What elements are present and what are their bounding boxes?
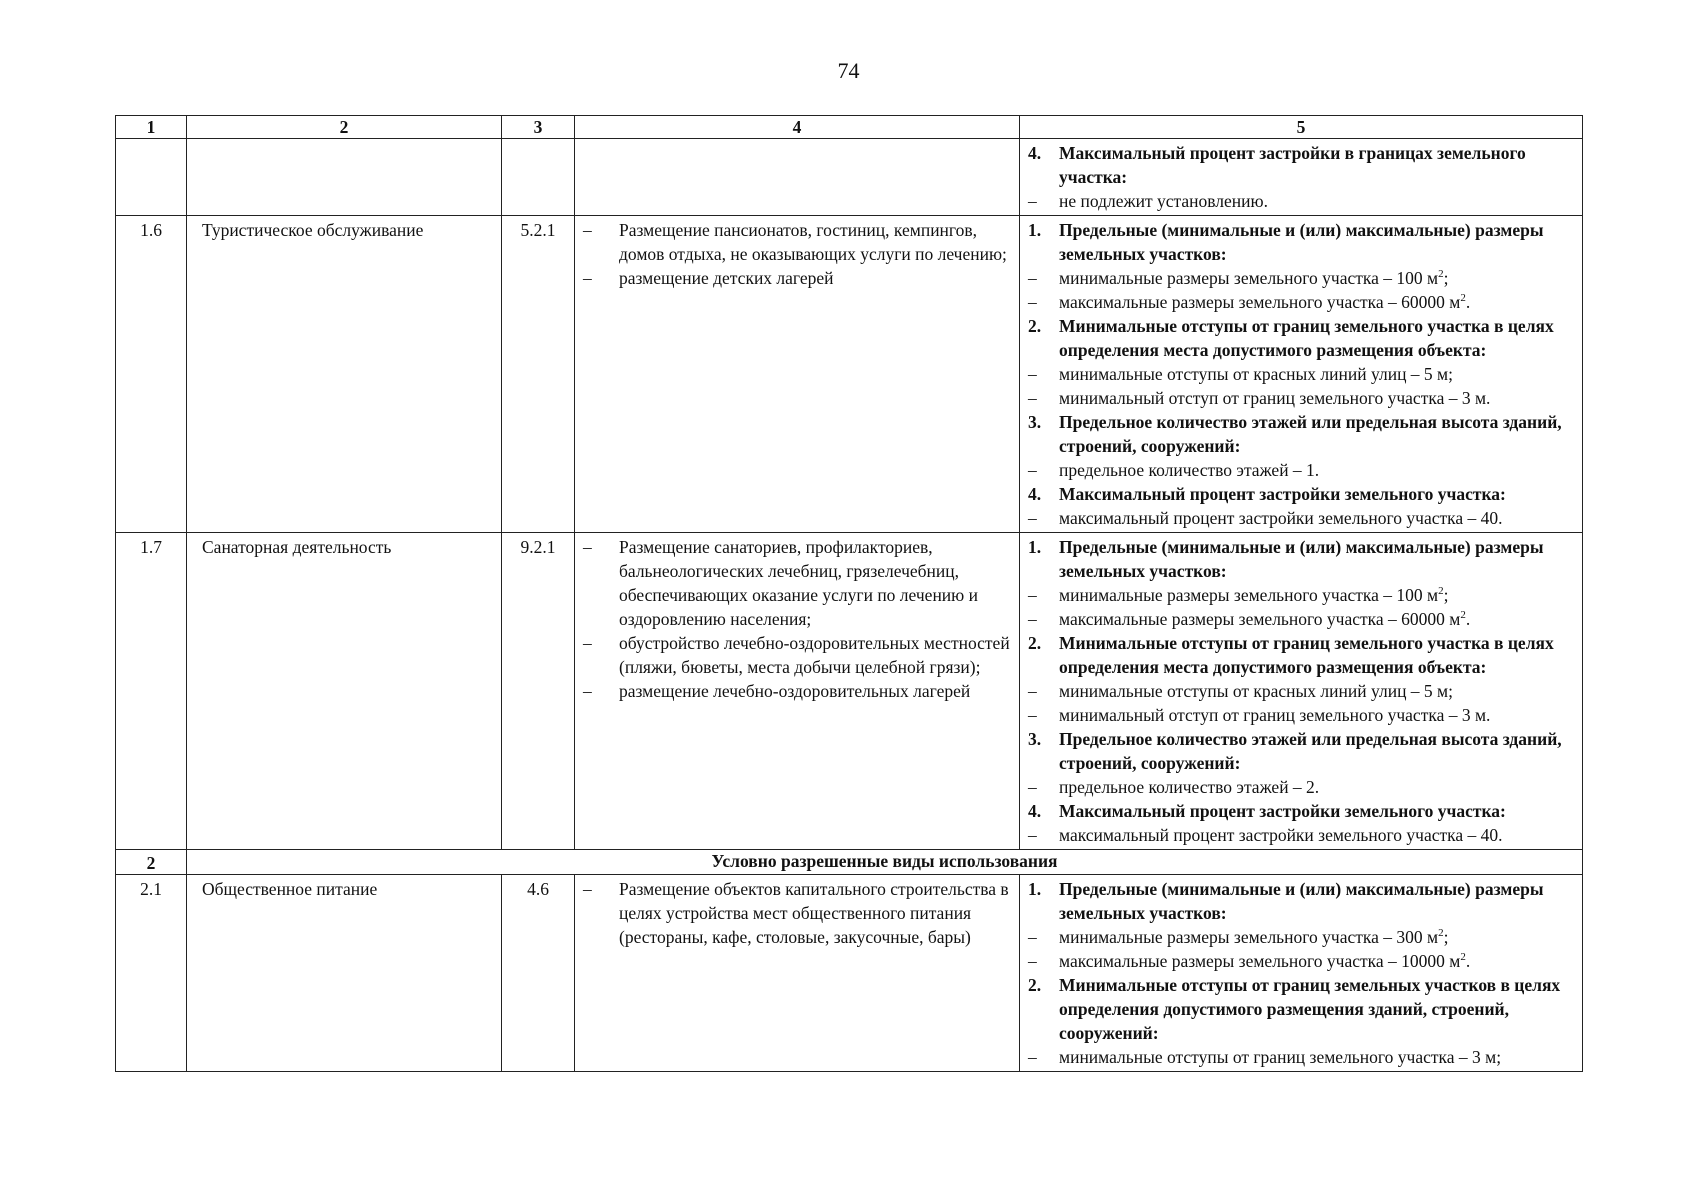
page-number: 74 xyxy=(837,58,860,83)
parameter-line xyxy=(1028,703,1576,727)
use-code xyxy=(502,139,575,216)
parameter-line xyxy=(1028,799,1576,823)
parameter-line xyxy=(1028,458,1576,482)
use-code: 9.2.1 xyxy=(502,533,575,850)
line-text: минимальные размеры земельного участка – 100 $м^2$; xyxy=(1059,268,1449,288)
header-cell: 1 xyxy=(116,116,187,139)
table-header-row xyxy=(116,116,1583,139)
line-text: Размещение объектов капитального строительства в целях устройства мест общественного питания (рестораны, кафе, столовые, закусочные, бары) xyxy=(619,879,1009,947)
parameter-line xyxy=(1028,949,1576,973)
line-text: размещение лечебно-оздоровительных лагерей xyxy=(619,681,971,701)
line-text: Предельные (минимальные и (или) максимальные) размеры земельных участков: xyxy=(1059,220,1544,264)
line-text: предельное количество этажей – 1. xyxy=(1059,460,1320,480)
line-text: не подлежит установлению. xyxy=(1059,191,1268,211)
line-text: Размещение санаториев, профилакториев, бальнеологических лечебниц, грязелечебниц, обеспечивающих оказание услуги по лечению и оздоровлению населения; xyxy=(619,537,978,629)
dash-bullet: – xyxy=(1028,364,1037,384)
dash-bullet: – xyxy=(583,681,592,701)
line-text: минимальный отступ от границ земельного участка – 3 м. xyxy=(1059,388,1491,408)
line-text: Предельные (минимальные и (или) максимальные) размеры земельных участков: xyxy=(1059,879,1544,923)
item-number: 2. xyxy=(1028,316,1042,336)
table-row xyxy=(116,875,1583,1072)
parameter-line xyxy=(1028,679,1576,703)
parameter-line xyxy=(1028,877,1576,925)
table-row xyxy=(116,139,1583,216)
parameter-line xyxy=(1028,607,1576,631)
parameter-line xyxy=(1028,141,1576,189)
row-number: 2.1 xyxy=(116,875,187,1072)
parameter-line xyxy=(1028,535,1576,583)
parameter-line xyxy=(1028,218,1576,266)
dash-bullet: – xyxy=(1028,825,1037,845)
dash-bullet: – xyxy=(1028,460,1037,480)
line-text: минимальные размеры земельного участка – 100 $м^2$; xyxy=(1059,585,1449,605)
dash-bullet: – xyxy=(1028,609,1037,629)
dash-bullet: – xyxy=(1028,585,1037,605)
use-parameters xyxy=(1020,875,1583,1072)
dash-bullet: – xyxy=(1028,268,1037,288)
header-cell: 5 xyxy=(1020,116,1583,139)
line-text: максимальные размеры земельного участка – 60000 $м^2$. xyxy=(1059,609,1471,629)
parameter-line xyxy=(1028,1045,1576,1069)
header-cell: 3 xyxy=(502,116,575,139)
line-text: минимальные размеры земельного участка – 300 $м^2$; xyxy=(1059,927,1449,947)
section-title: Условно разрешенные виды использования xyxy=(187,850,1583,875)
parameter-line xyxy=(1028,362,1576,386)
dash-bullet: – xyxy=(583,537,592,557)
parameter-line xyxy=(1028,290,1576,314)
superscript: 2 xyxy=(1438,585,1444,598)
use-description xyxy=(575,139,1020,216)
line-text: максимальный процент застройки земельного участка – 40. xyxy=(1059,825,1503,845)
row-number: 1.6 xyxy=(116,216,187,533)
description-line xyxy=(583,631,1011,679)
dash-bullet: – xyxy=(1028,777,1037,797)
line-text: максимальный процент застройки земельного участка – 40. xyxy=(1059,508,1503,528)
parameter-line xyxy=(1028,775,1576,799)
line-text: максимальные размеры земельного участка – 10000 $м^2$. xyxy=(1059,951,1471,971)
use-parameters xyxy=(1020,216,1583,533)
parameter-line xyxy=(1028,823,1576,847)
use-name: Общественное питание xyxy=(187,875,502,1072)
dash-bullet: – xyxy=(1028,191,1037,211)
line-text: Предельные (минимальные и (или) максимальные) размеры земельных участков: xyxy=(1059,537,1544,581)
row-number xyxy=(116,139,187,216)
use-description xyxy=(575,875,1020,1072)
dash-bullet: – xyxy=(583,220,592,240)
section-number: 2 xyxy=(116,850,187,875)
description-line xyxy=(583,218,1011,266)
zoning-table xyxy=(115,115,1583,1072)
parameter-line xyxy=(1028,386,1576,410)
dash-bullet: – xyxy=(1028,705,1037,725)
item-number: 1. xyxy=(1028,537,1042,557)
use-code: 4.6 xyxy=(502,875,575,1072)
line-text: минимальный отступ от границ земельного участка – 3 м. xyxy=(1059,705,1491,725)
parameter-line xyxy=(1028,925,1576,949)
line-text: Максимальный процент застройки в границах земельного участка: xyxy=(1059,143,1526,187)
line-text: минимальные отступы от границ земельного участка – 3 м; xyxy=(1059,1047,1502,1067)
item-number: 2. xyxy=(1028,975,1042,995)
superscript: 2 xyxy=(1438,268,1444,281)
item-number: 1. xyxy=(1028,220,1042,240)
dash-bullet: – xyxy=(583,879,592,899)
use-name xyxy=(187,139,502,216)
dash-bullet: – xyxy=(583,633,592,653)
line-text: Предельное количество этажей или предельная высота зданий, строений, сооружений: xyxy=(1059,412,1562,456)
line-text: предельное количество этажей – 2. xyxy=(1059,777,1320,797)
description-line xyxy=(583,877,1011,949)
item-number: 3. xyxy=(1028,412,1042,432)
section-row xyxy=(116,850,1583,875)
dash-bullet: – xyxy=(583,268,592,288)
line-text: обустройство лечебно-оздоровительных местностей (пляжи, бюветы, места добычи целебной грязи); xyxy=(619,633,1010,677)
use-parameters xyxy=(1020,139,1583,216)
item-number: 1. xyxy=(1028,879,1042,899)
parameter-line xyxy=(1028,410,1576,458)
use-name: Туристическое обслуживание xyxy=(187,216,502,533)
parameter-line xyxy=(1028,482,1576,506)
parameter-line xyxy=(1028,266,1576,290)
item-number: 4. xyxy=(1028,143,1042,163)
parameter-line xyxy=(1028,314,1576,362)
line-text: минимальные отступы от красных линий улиц – 5 м; xyxy=(1059,364,1453,384)
item-number: 4. xyxy=(1028,801,1042,821)
parameter-line xyxy=(1028,973,1576,1045)
superscript: 2 xyxy=(1438,927,1444,940)
item-number: 3. xyxy=(1028,729,1042,749)
line-text: максимальные размеры земельного участка – 60000 $м^2$. xyxy=(1059,292,1471,312)
item-number: 2. xyxy=(1028,633,1042,653)
use-code: 5.2.1 xyxy=(502,216,575,533)
table-row xyxy=(116,533,1583,850)
dash-bullet: – xyxy=(1028,681,1037,701)
use-description xyxy=(575,216,1020,533)
header-cell: 2 xyxy=(187,116,502,139)
line-text: Размещение пансионатов, гостиниц, кемпингов, домов отдыха, не оказывающих услуги по лечению; xyxy=(619,220,1007,264)
description-line xyxy=(583,535,1011,631)
line-text: Минимальные отступы от границ земельного участка в целях определения места допустимого размещения объекта: xyxy=(1059,316,1554,360)
parameter-line xyxy=(1028,506,1576,530)
description-line xyxy=(583,679,1011,703)
line-text: Предельное количество этажей или предельная высота зданий, строений, сооружений: xyxy=(1059,729,1562,773)
dash-bullet: – xyxy=(1028,951,1037,971)
use-parameters xyxy=(1020,533,1583,850)
superscript: 2 xyxy=(1460,292,1466,305)
superscript: 2 xyxy=(1460,609,1466,622)
line-text: Максимальный процент застройки земельного участка: xyxy=(1059,801,1506,821)
dash-bullet: – xyxy=(1028,1047,1037,1067)
parameter-line xyxy=(1028,189,1576,213)
item-number: 4. xyxy=(1028,484,1042,504)
parameter-line xyxy=(1028,727,1576,775)
dash-bullet: – xyxy=(1028,508,1037,528)
header-cell: 4 xyxy=(575,116,1020,139)
dash-bullet: – xyxy=(1028,388,1037,408)
table-row xyxy=(116,216,1583,533)
dash-bullet: – xyxy=(1028,927,1037,947)
use-description xyxy=(575,533,1020,850)
superscript: 2 xyxy=(1460,951,1466,964)
parameter-line xyxy=(1028,631,1576,679)
line-text: Максимальный процент застройки земельного участка: xyxy=(1059,484,1506,504)
row-number: 1.7 xyxy=(116,533,187,850)
line-text: Минимальные отступы от границ земельного участка в целях определения места допустимого размещения объекта: xyxy=(1059,633,1554,677)
line-text: Минимальные отступы от границ земельных участков в целях определения допустимого размещения зданий, строений, сооружений: xyxy=(1059,975,1561,1043)
line-text: минимальные отступы от красных линий улиц – 5 м; xyxy=(1059,681,1453,701)
line-text: размещение детских лагерей xyxy=(619,268,834,288)
use-name: Санаторная деятельность xyxy=(187,533,502,850)
parameter-line xyxy=(1028,583,1576,607)
dash-bullet: – xyxy=(1028,292,1037,312)
description-line xyxy=(583,266,1011,290)
